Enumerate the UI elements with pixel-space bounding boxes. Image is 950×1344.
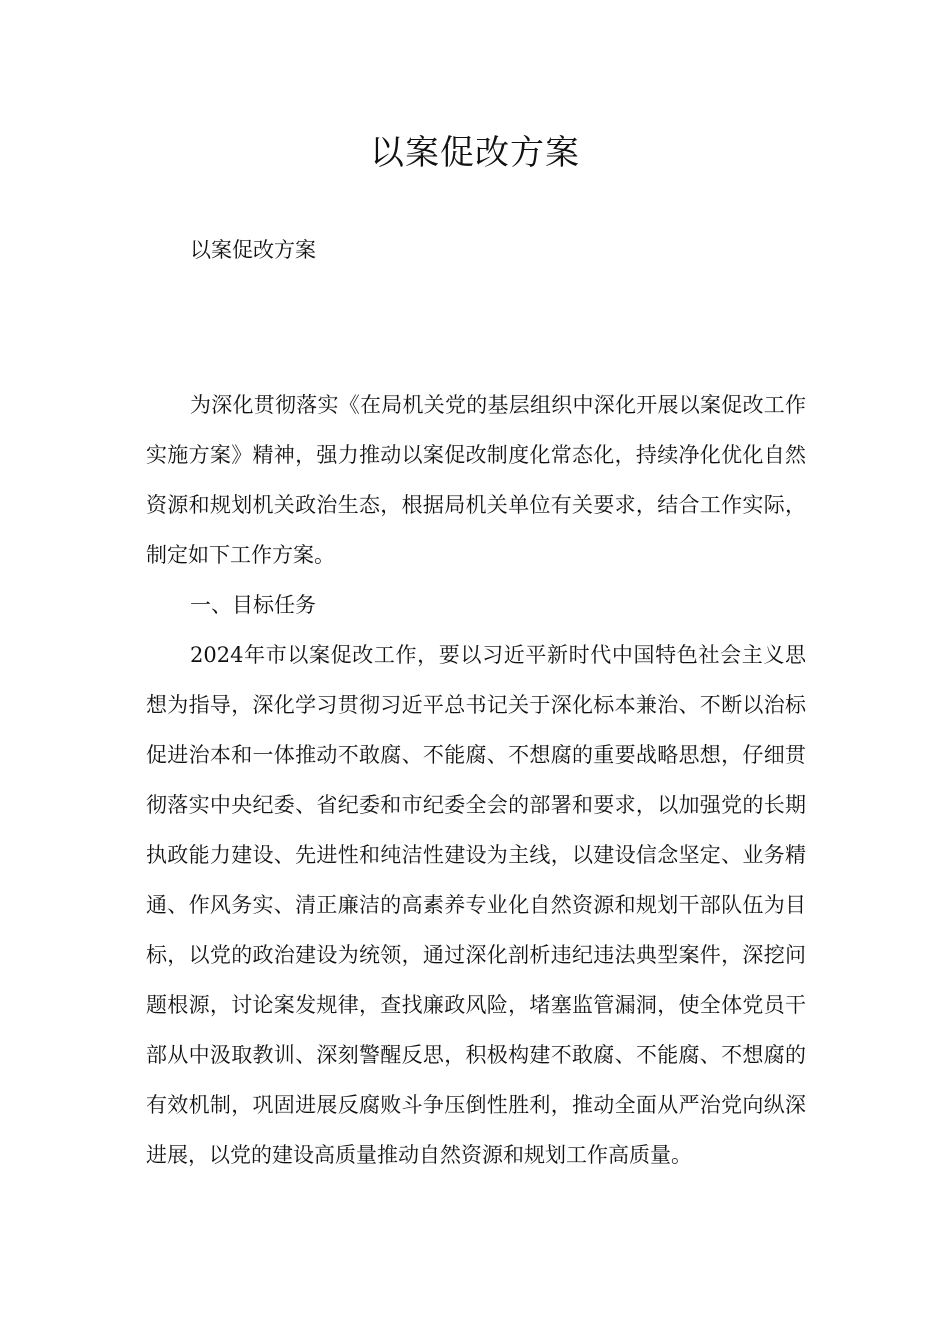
document-subtitle: 以案促改方案 bbox=[190, 238, 316, 262]
intro-paragraph: 为深化贯彻落实《在局机关党的基层组织中深化开展以案促改工作实施方案》精神，强力推动以案促改制度化常态化，持续净化优化自然资源和规划机关政治生态，根据局机关单位有关要求，结合工作实际，制定如下工作方案。 bbox=[146, 393, 806, 567]
document-title: 以案促改方案 bbox=[370, 133, 580, 173]
section-heading-goals: 一、目标任务 bbox=[190, 593, 316, 617]
document-body bbox=[146, 380, 806, 1180]
goals-paragraph: 2024年市以案促改工作，要以习近平新时代中国特色社会主义思想为指导，深化学习贯彻习近平总书记关于深化标本兼治、不断以治标促进治本和一体推动不敢腐、不能腐、不想腐的重要战略思想，仔细贯彻落实中央纪委、省纪委和市纪委全会的部署和要求，以加强党的长期执政能力建设、先进性和纯洁性建设为主线，以建设信念坚定、业务精通、作风务实、清正廉洁的高素养专业化自然资源和规划干部队伍为目标，以党的政治建设为统领，通过深化剖析违纪违法典型案件，深挖问题根源，讨论案发规律，查找廉政风险，堵塞监管漏洞，使全体党员干部从中汲取教训、深刻警醒反思，积极构建不敢腐、不能腐、不想腐的有效机制，巩固进展反腐败斗争压倒性胜利，推动全面从严治党向纵深进展，以党的建设高质量推动自然资源和规划工作高质量。 bbox=[146, 643, 806, 1167]
